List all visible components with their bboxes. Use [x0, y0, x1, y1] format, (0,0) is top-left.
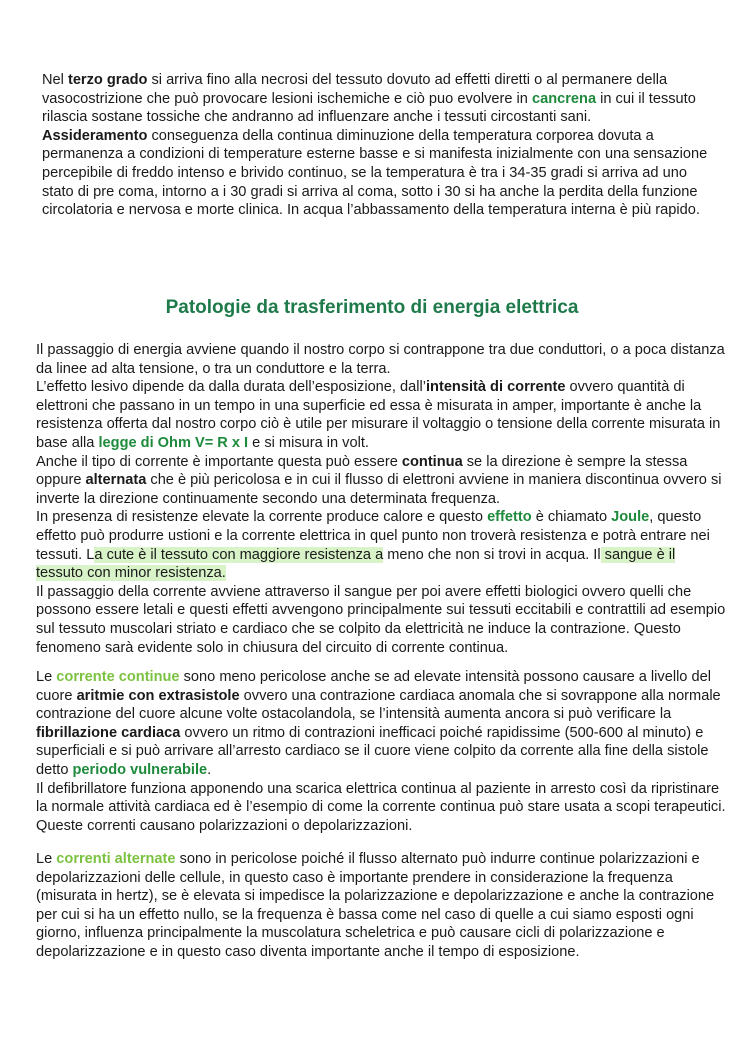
- term-legge-ohm: legge di Ohm V= R x I: [98, 434, 249, 451]
- paragraph-terzo-grado: [42, 71, 722, 220]
- text: Le: [36, 669, 57, 685]
- paragraph-correnti-alternate: [36, 850, 726, 962]
- text: si arriva fino alla necrosi del tessuto dovuto ad effetti diretti o al permanere della vasocostrizione che può provocare lesioni ischemiche e ciò puo evolvere in: [42, 72, 668, 107]
- term-continua: continua: [401, 453, 463, 470]
- term-periodo-vulnerabile: periodo vulnerabile: [72, 761, 208, 778]
- term-effetto: effetto: [487, 509, 532, 526]
- text: , questo effetto può produrre ustioni e la corrente elettrica in quel punto non troverà resistenza e potrà entrare nei tessuti. L: [36, 509, 710, 563]
- highlight-sangue: sangue è il tessuto con minor resistenza.: [36, 546, 676, 582]
- text: ovvero quantità di elettroni che passano in un tempo in una superficie ed essa è misurata in amper, importante è anche la resistenza offerta dal nostro corpo ciò è utile per misurare il voltaggio o tensione della corrente misurata in base alla: [36, 379, 721, 451]
- text: L’effetto lesivo dipende da dalla durata dell’esposizione, dall’: [36, 379, 426, 396]
- term-joule: Joule: [611, 509, 650, 526]
- term-aritmie: aritmie con extrasistole: [76, 687, 240, 704]
- term-correnti-continue: corrente continue: [56, 669, 180, 685]
- text: Anche il tipo di corrente è importante questa può essere: [36, 453, 402, 470]
- text: conseguenza della continua diminuzione della temperatura corporea dovuta a permanenza a condizioni di temperature esterne basse e si manifesta inizialmente con una sensazione percepibile di freddo intenso e brivido continuo, se la temperatura è tra i 34-35 gradi si arriva ad uno stato di pre coma, intorno a i 30 gradi si arriva al coma, sotto i 30 si ha anche la perdita della funzione circolatoria e nervosa e morte clinica. In acqua l’abbassamento della temperatura interna è più rapido.: [42, 127, 708, 219]
- section-heading: Patologie da trasferimento di energia elettrica: [165, 297, 579, 318]
- text: che è più pericolosa e in cui il flusso di elettroni avviene in maniera discontinua ovvero si inverte la direzione continuamente secondo una determinata frequenza.: [36, 472, 722, 507]
- text: meno che non si trovi in acqua. Il: [383, 546, 601, 563]
- text: è chiamato: [531, 509, 612, 526]
- text: sono meno pericolose anche se ad elevate intensità possono causare a livello del cuore: [36, 669, 711, 704]
- text: sono in pericolose poiché il flusso alternato può indurre continue polarizzazioni e depolarizzazioni delle cellule, in questo caso è importante prendere in considerazione la frequenza (misurata in hertz), se è elevata si impedisce la polarizzazione e depolarizzazione e anche la contrazione per cui si ha un effetto nullo, se la frequenza è bassa come nel caso di quelle a cui siamo esposti ogni giorno, influenza principalmente la muscolatura scheletrica e può causare cicli di polarizzazione e depolarizzazione e in questo caso diventa importante anche il tempo di esposizione.: [36, 851, 715, 960]
- paragraph-energia-elettrica: [36, 341, 726, 657]
- term-terzo-grado: terzo grado: [67, 72, 148, 88]
- text: e si misura in volt.: [248, 434, 369, 451]
- text: .: [207, 761, 212, 778]
- text: Nel: [42, 72, 68, 88]
- text: in cui il tessuto rilascia sostane tossiche che andranno ad influenzare anche i tessuti circostanti sani.: [42, 90, 696, 126]
- term-correnti-alternate: correnti alternate: [56, 851, 176, 867]
- text: Il defibrillatore funziona apponendo una scarica elettrica continua al paziente in arresto così da ripristinare la normale attività cardiaca ed è l’esempio di come la corrente continua può stare usata a scopi terapeutici. Queste correnti causano polarizzazioni o depolarizzazioni.: [36, 780, 726, 834]
- text: Le: [36, 851, 57, 867]
- term-intensita-corrente: intensità di corrente: [425, 379, 566, 396]
- text: ovvero un ritmo di contrazioni inefficaci poiché rapidissime (500-600 al minuto) e superficiali e si può arrivare all’arresto cardiaco se il cuore viene colpito da corrente alla fine della sistole detto: [36, 724, 709, 778]
- term-assideramento: Assideramento: [42, 127, 148, 144]
- term-cancrena: cancrena: [531, 90, 597, 107]
- term-fibrillazione: fibrillazione cardiaca: [36, 724, 181, 741]
- paragraph-correnti-continue: [36, 668, 726, 835]
- term-alternata: alternata: [85, 472, 147, 489]
- text: Il passaggio di energia avviene quando il nostro corpo si contrappone tra due conduttori, o a poca distanza da linee ad alta tensione, o tra un conduttore e la terra.: [36, 342, 725, 377]
- text: se la direzione è sempre la stessa oppure: [36, 453, 688, 489]
- highlight-cute: a cute è il tessuto con maggiore resistenza a: [94, 546, 384, 563]
- text: In presenza di resistenze elevate la corrente produce calore e questo: [36, 509, 488, 526]
- text: ovvero una contrazione cardiaca anomala che si sovrappone alla normale contrazione del cuore alcune volte ostacolandola, se l’intensità aumenta ancora si può verificare la: [36, 687, 721, 723]
- text: Il passaggio della corrente avviene attraverso il sangue per poi avere effetti biologici ovvero quelli che possono essere letali e questi effetti avvengono principalmente sui tessuti eccitabili e contrattili ad esempio sul tessuto muscolari striato e cardiaco che se colpito da elettricità ne induce la contrazione. Questo fenomeno sarà evidente solo in chiusura del circuito di corrente continua.: [36, 583, 726, 656]
